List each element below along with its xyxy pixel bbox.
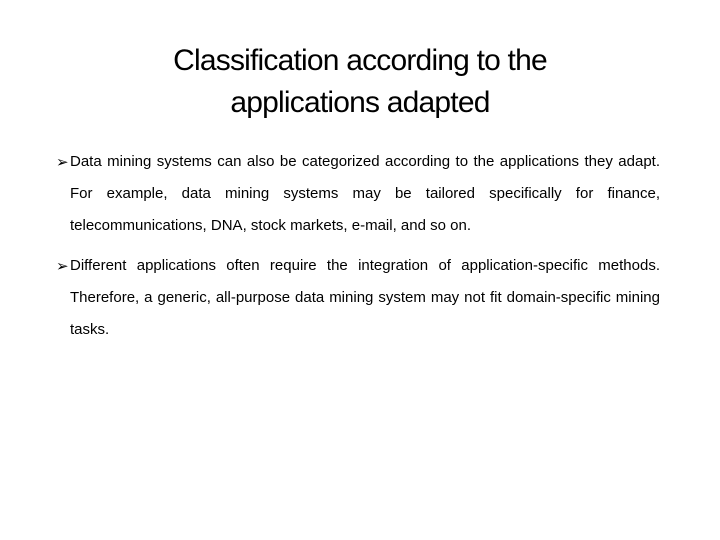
bullet-item-2 (58, 250, 660, 346)
bullet-list (58, 146, 660, 354)
bullet-text-1: Data mining systems can also be categorized according to the applications they adapt. For example, data mining systems may be tailored specifically for finance, telecommunications, DNA, stock markets, e-mail, and so on. (70, 153, 660, 234)
arrow-bullet-icon: ➢ (56, 153, 69, 171)
title-line-1: Classification according to the (173, 44, 547, 77)
slide-title (0, 40, 720, 124)
arrow-bullet-icon: ➢ (56, 257, 69, 275)
bullet-text-2: Different applications often require the integration of application-specific methods. Therefore, a generic, all-purpose data mining system may not fit domain-specific mining tasks. (70, 257, 660, 338)
title-line-2: applications adapted (230, 86, 490, 119)
bullet-item-1 (58, 146, 660, 242)
